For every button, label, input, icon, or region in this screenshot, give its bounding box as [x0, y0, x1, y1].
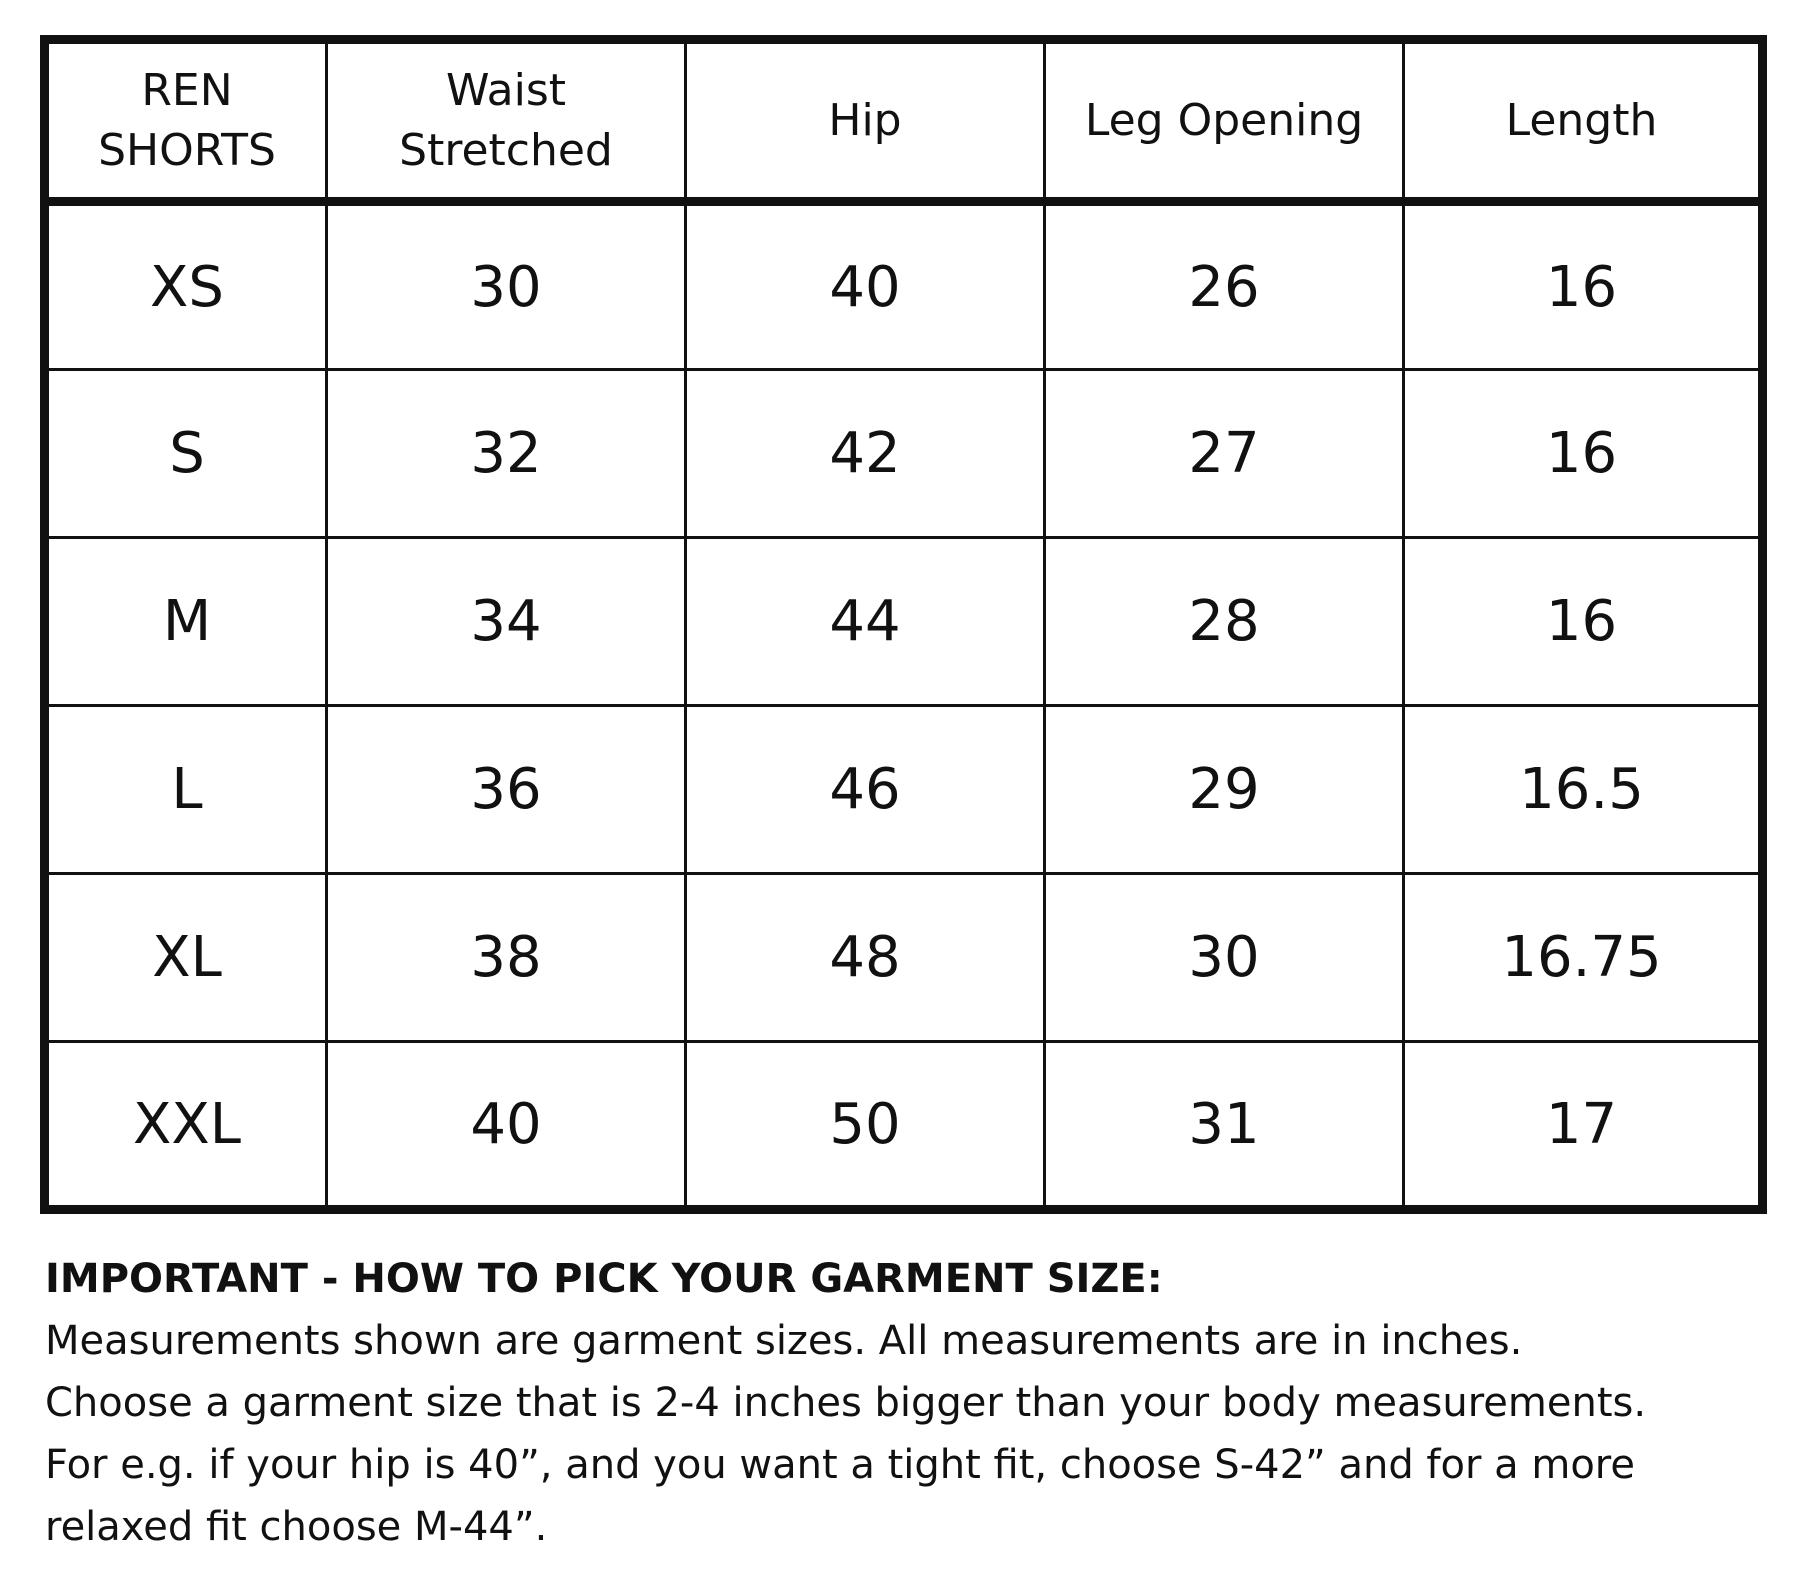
leg-opening-cell: 28 — [1045, 538, 1404, 706]
length-cell: 16.5 — [1404, 706, 1763, 874]
size-cell: XXL — [45, 1042, 327, 1210]
header-waist-line1: Waist — [445, 64, 567, 116]
hip-cell: 48 — [686, 874, 1045, 1042]
hip-cell: 44 — [686, 538, 1045, 706]
notes-line: relaxed fit choose M-44”. — [45, 1504, 548, 1550]
waist-cell: 38 — [327, 874, 686, 1042]
size-chart-table — [40, 35, 1767, 1214]
leg-opening-cell: 30 — [1045, 874, 1404, 1042]
size-cell: M — [45, 538, 327, 706]
table-row — [45, 1042, 1763, 1210]
waist-cell: 40 — [327, 1042, 686, 1210]
table-row — [45, 706, 1763, 874]
size-cell: L — [45, 706, 327, 874]
table-row — [45, 370, 1763, 538]
length-cell: 17 — [1404, 1042, 1763, 1210]
header-cell-leg-opening: Leg Opening — [1045, 40, 1404, 202]
header-product-line1: REN — [141, 64, 233, 116]
header-cell-hip: Hip — [686, 40, 1045, 202]
size-cell: XL — [45, 874, 327, 1042]
notes-line: For e.g. if your hip is 40”, and you want a tight fit, choose S-42” and for a more — [45, 1442, 1635, 1488]
notes-line: Choose a garment size that is 2-4 inches bigger than your body measurements. — [45, 1380, 1647, 1426]
hip-cell: 40 — [686, 202, 1045, 370]
length-cell: 16 — [1404, 538, 1763, 706]
size-cell: S — [45, 370, 327, 538]
hip-cell: 42 — [686, 370, 1045, 538]
leg-opening-cell: 26 — [1045, 202, 1404, 370]
table-row — [45, 874, 1763, 1042]
length-cell: 16 — [1404, 370, 1763, 538]
length-cell: 16 — [1404, 202, 1763, 370]
table-row — [45, 538, 1763, 706]
header-cell-waist — [327, 40, 686, 202]
waist-cell: 36 — [327, 706, 686, 874]
size-cell: XS — [45, 202, 327, 370]
length-cell: 16.75 — [1404, 874, 1763, 1042]
waist-cell: 30 — [327, 202, 686, 370]
waist-cell: 34 — [327, 538, 686, 706]
header-cell-product — [45, 40, 327, 202]
header-waist-line2: Stretched — [399, 124, 613, 176]
waist-cell: 32 — [327, 370, 686, 538]
header-cell-length: Length — [1404, 40, 1763, 202]
notes-line: Measurements shown are garment sizes. All measurements are in inches. — [45, 1318, 1523, 1364]
header-row — [45, 40, 1763, 202]
leg-opening-cell: 31 — [1045, 1042, 1404, 1210]
header-product-line2: SHORTS — [98, 124, 276, 176]
table-row — [45, 202, 1763, 370]
hip-cell: 50 — [686, 1042, 1045, 1210]
leg-opening-cell: 29 — [1045, 706, 1404, 874]
hip-cell: 46 — [686, 706, 1045, 874]
leg-opening-cell: 27 — [1045, 370, 1404, 538]
size-guide-notes — [45, 1248, 1765, 1558]
notes-heading: IMPORTANT - HOW TO PICK YOUR GARMENT SIZE: — [45, 1256, 1163, 1302]
